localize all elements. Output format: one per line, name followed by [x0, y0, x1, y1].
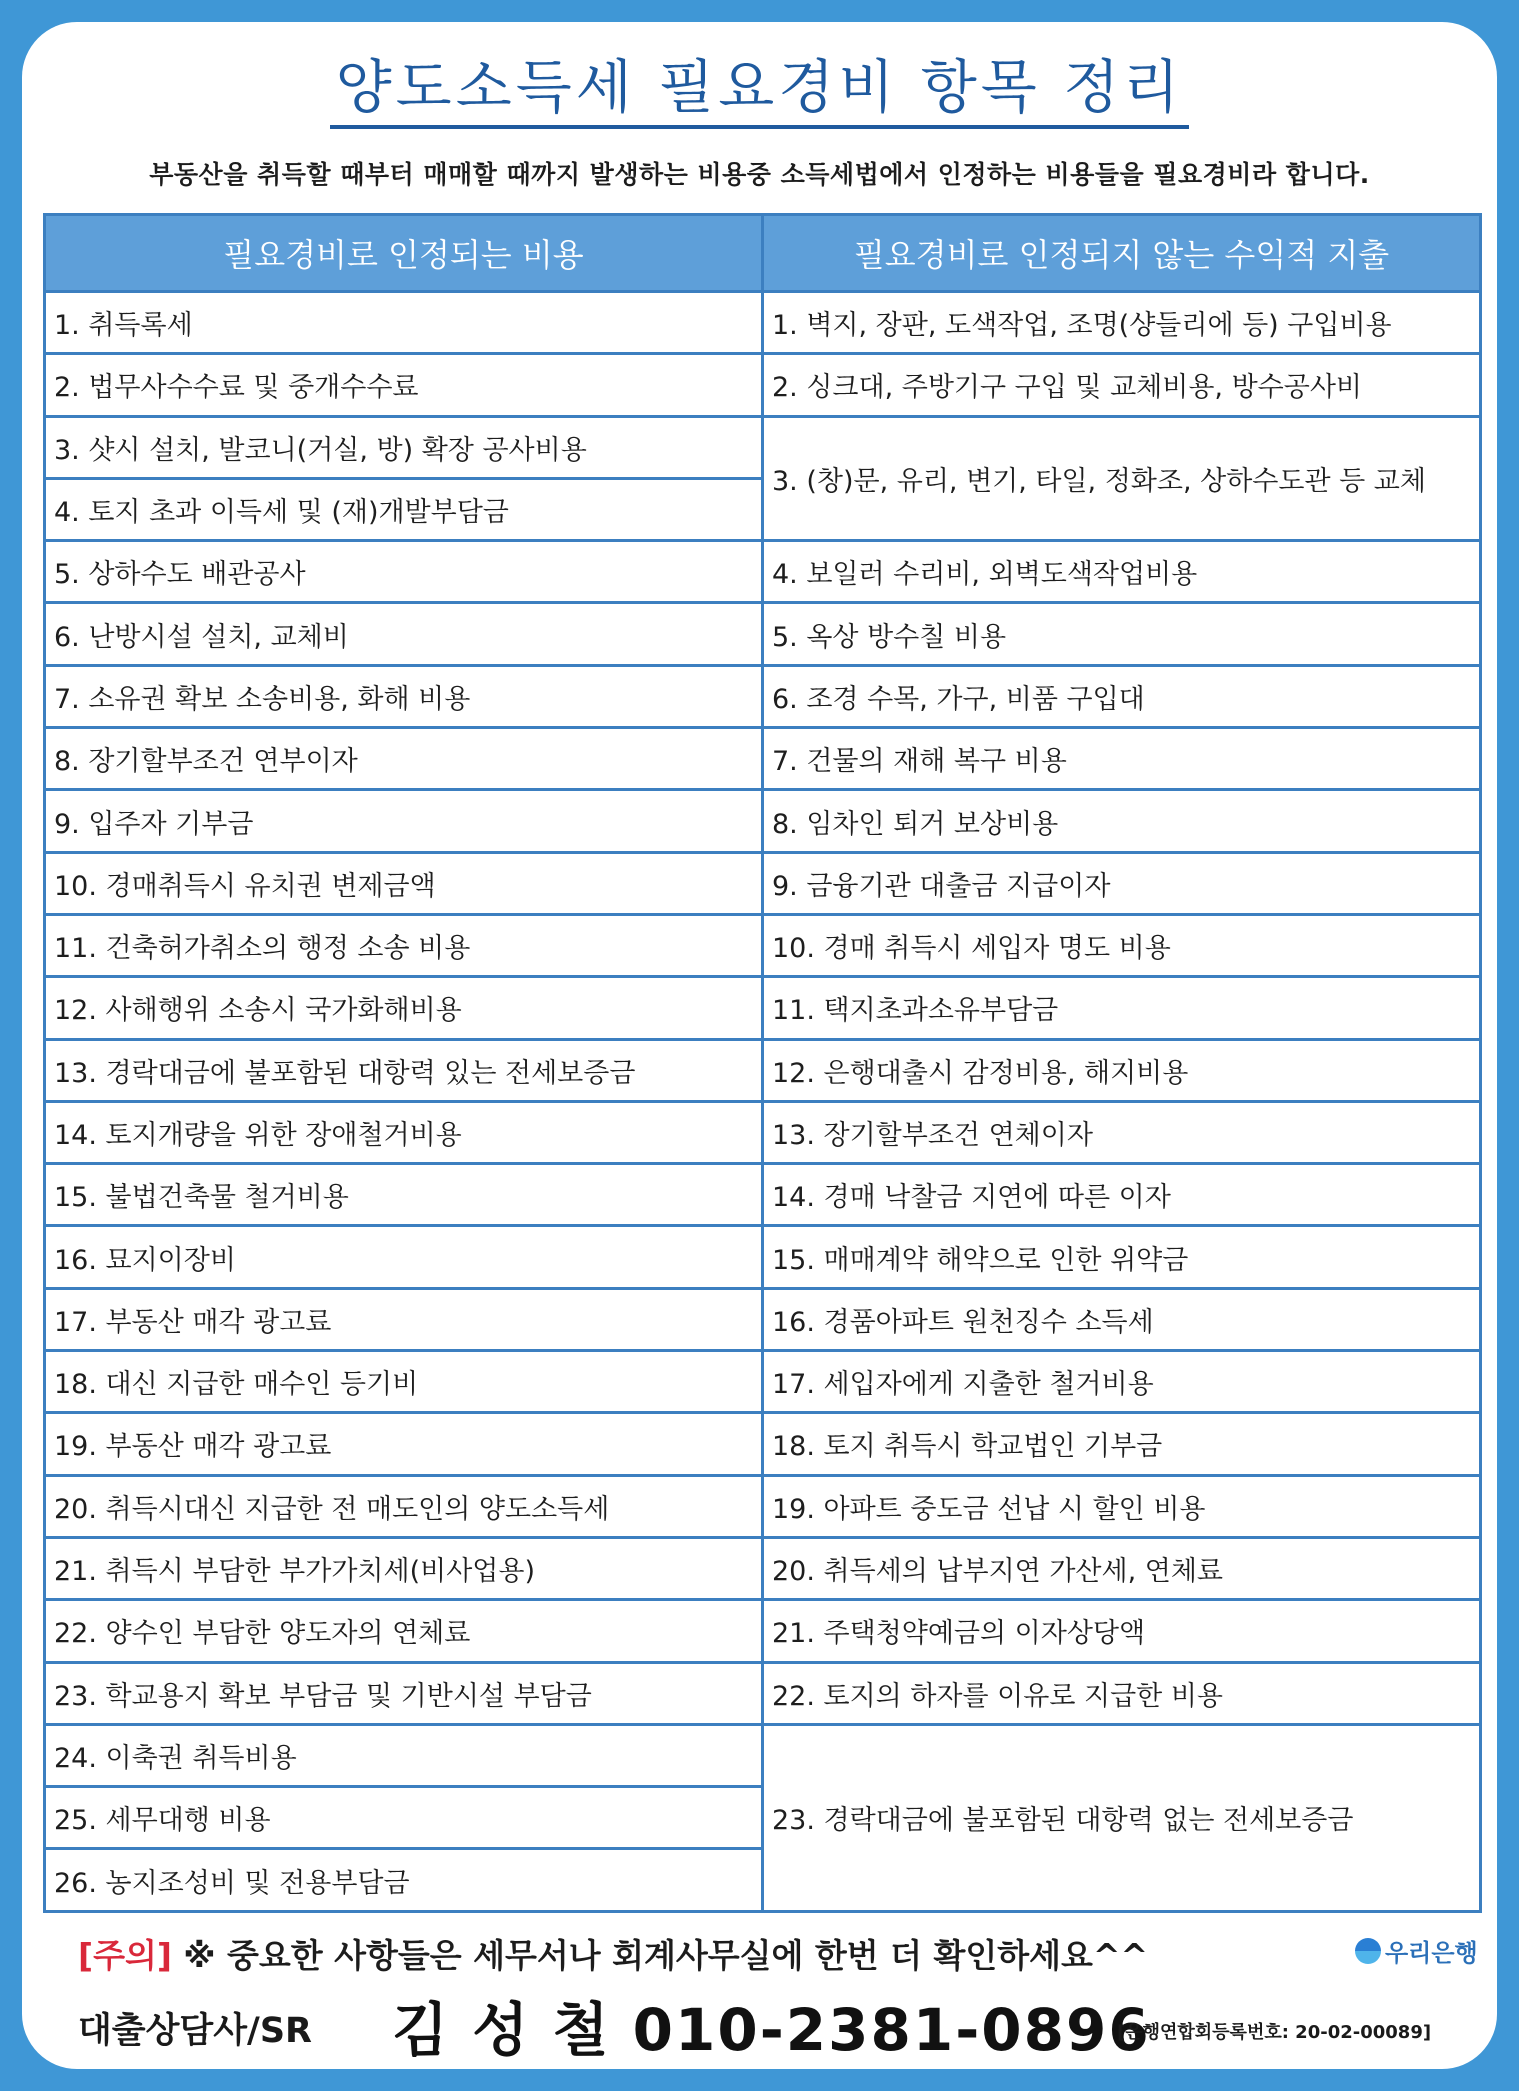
- bank-logo: [1355, 1933, 1478, 1968]
- recognized-item: 1. 취득록세: [45, 292, 763, 354]
- recognized-item: 10. 경매취득시 유치권 변제금액: [45, 852, 763, 914]
- table-row: [45, 1662, 1481, 1724]
- recognized-item: 22. 양수인 부담한 양도자의 연체료: [45, 1600, 763, 1662]
- not-recognized-item: 21. 주택청약예금의 이자상당액: [763, 1600, 1481, 1662]
- recognized-item: 9. 입주자 기부금: [45, 790, 763, 852]
- page-subtitle: 부동산을 취득할 때부터 매매할 때까지 발생하는 비용중 소득세법에서 인정하는 비용들을 필요경비라 합니다.: [149, 160, 1370, 189]
- table-row: [45, 354, 1481, 416]
- recognized-item: 19. 부동산 매각 광고료: [45, 1413, 763, 1475]
- recognized-item: 23. 학교용지 확보 부담금 및 기반시설 부담금: [45, 1662, 763, 1724]
- not-recognized-item: 23. 경락대금에 불포함된 대항력 없는 전세보증금: [763, 1724, 1481, 1911]
- not-recognized-item: 19. 아파트 중도금 선납 시 할인 비용: [763, 1475, 1481, 1537]
- recognized-item: 6. 난방시설 설치, 교체비: [45, 603, 763, 665]
- recognized-item: 20. 취득시대신 지급한 전 매도인의 양도소득세: [45, 1475, 763, 1537]
- page-title: 양도소득세 필요경비 항목 정리: [0, 58, 1519, 116]
- recognized-item: 2. 법무사수수료 및 중개수수료: [45, 354, 763, 416]
- expense-table: [43, 213, 1482, 1913]
- recognized-item: 26. 농지조성비 및 전용부담금: [45, 1849, 763, 1912]
- table-header-row: [45, 215, 1481, 292]
- table-row: [45, 1537, 1481, 1599]
- recognized-item: 21. 취득시 부담한 부가가치세(비사업용): [45, 1537, 763, 1599]
- not-recognized-item: 17. 세입자에게 지출한 철거비용: [763, 1351, 1481, 1413]
- consultant-contact: 김 성 철 010-2381-0896: [392, 1996, 1151, 2064]
- table-row: [45, 728, 1481, 790]
- not-recognized-item: 16. 경품아파트 원천징수 소득세: [763, 1288, 1481, 1350]
- warning-text: ※ 중요한 사항들은 세무서나 회계사무실에 한번 더 확인하세요^^: [171, 1936, 1149, 1975]
- table-row: [45, 914, 1481, 976]
- table-row: [45, 790, 1481, 852]
- recognized-item: 8. 장기할부조건 연부이자: [45, 728, 763, 790]
- table-row: [45, 1600, 1481, 1662]
- recognized-item: 15. 불법건축물 철거비용: [45, 1164, 763, 1226]
- warning-note: [78, 1930, 1148, 1977]
- table-row: [45, 416, 1481, 478]
- table-row: [45, 1288, 1481, 1350]
- table-row: [45, 1226, 1481, 1288]
- woori-bank-icon: [1355, 1938, 1381, 1964]
- table-row: [45, 1101, 1481, 1163]
- warning-tag: [주의]: [78, 1936, 172, 1975]
- not-recognized-item: 7. 건물의 재해 복구 비용: [763, 728, 1481, 790]
- registration-number: [은행연합회등록번호: 20-02-00089]: [1117, 2022, 1432, 2043]
- not-recognized-item: 2. 싱크대, 주방기구 구입 및 교체비용, 방수공사비: [763, 354, 1481, 416]
- not-recognized-item: 18. 토지 취득시 학교법인 기부금: [763, 1413, 1481, 1475]
- not-recognized-item: 1. 벽지, 장판, 도색작업, 조명(샹들리에 등) 구입비용: [763, 292, 1481, 354]
- table-row: [45, 1351, 1481, 1413]
- header-not-recognized: 필요경비로 인정되지 않는 수익적 지출: [763, 215, 1481, 292]
- not-recognized-item: 6. 조경 수목, 가구, 비품 구입대: [763, 665, 1481, 727]
- table-row: [45, 603, 1481, 665]
- recognized-item: 18. 대신 지급한 매수인 등기비: [45, 1351, 763, 1413]
- recognized-item: 13. 경락대금에 불포함된 대항력 있는 전세보증금: [45, 1039, 763, 1101]
- consultant-role: 대출상담사/SR: [78, 2011, 312, 2051]
- recognized-item: 24. 이축권 취득비용: [45, 1724, 763, 1786]
- header-recognized: 필요경비로 인정되는 비용: [45, 215, 763, 292]
- not-recognized-item: 11. 택지초과소유부담금: [763, 977, 1481, 1039]
- recognized-item: 25. 세무대행 비용: [45, 1787, 763, 1849]
- recognized-item: 14. 토지개량을 위한 장애철거비용: [45, 1101, 763, 1163]
- table-row: [45, 1164, 1481, 1226]
- bank-name: 우리은행: [1385, 1939, 1478, 1967]
- table-row: [45, 977, 1481, 1039]
- not-recognized-item: 3. (창)문, 유리, 변기, 타일, 정화조, 상하수도관 등 교체: [763, 416, 1481, 541]
- recognized-item: 3. 샷시 설치, 발코니(거실, 방) 확장 공사비용: [45, 416, 763, 478]
- not-recognized-item: 8. 임차인 퇴거 보상비용: [763, 790, 1481, 852]
- not-recognized-item: 4. 보일러 수리비, 외벽도색작업비용: [763, 541, 1481, 603]
- recognized-item: 11. 건축허가취소의 행정 소송 비용: [45, 914, 763, 976]
- recognized-item: 7. 소유권 확보 소송비용, 화해 비용: [45, 665, 763, 727]
- table-row: [45, 1724, 1481, 1786]
- recognized-item: 16. 묘지이장비: [45, 1226, 763, 1288]
- not-recognized-item: 13. 장기할부조건 연체이자: [763, 1101, 1481, 1163]
- recognized-item: 5. 상하수도 배관공사: [45, 541, 763, 603]
- table-row: [45, 1039, 1481, 1101]
- recognized-item: 12. 사해행위 소송시 국가화해비용: [45, 977, 763, 1039]
- table-row: [45, 665, 1481, 727]
- not-recognized-item: 14. 경매 낙찰금 지연에 따른 이자: [763, 1164, 1481, 1226]
- recognized-item: 17. 부동산 매각 광고료: [45, 1288, 763, 1350]
- table-row: [45, 1475, 1481, 1537]
- not-recognized-item: 9. 금융기관 대출금 지급이자: [763, 852, 1481, 914]
- not-recognized-item: 20. 취득세의 납부지연 가산세, 연체료: [763, 1537, 1481, 1599]
- table-row: [45, 292, 1481, 354]
- not-recognized-item: 15. 매매계약 해약으로 인한 위약금: [763, 1226, 1481, 1288]
- table-row: [45, 1413, 1481, 1475]
- not-recognized-item: 5. 옥상 방수칠 비용: [763, 603, 1481, 665]
- table-row: [45, 852, 1481, 914]
- not-recognized-item: 12. 은행대출시 감정비용, 해지비용: [763, 1039, 1481, 1101]
- table-row: [45, 541, 1481, 603]
- recognized-item: 4. 토지 초과 이득세 및 (재)개발부담금: [45, 478, 763, 540]
- not-recognized-item: 22. 토지의 하자를 이유로 지급한 비용: [763, 1662, 1481, 1724]
- not-recognized-item: 10. 경매 취득시 세입자 명도 비용: [763, 914, 1481, 976]
